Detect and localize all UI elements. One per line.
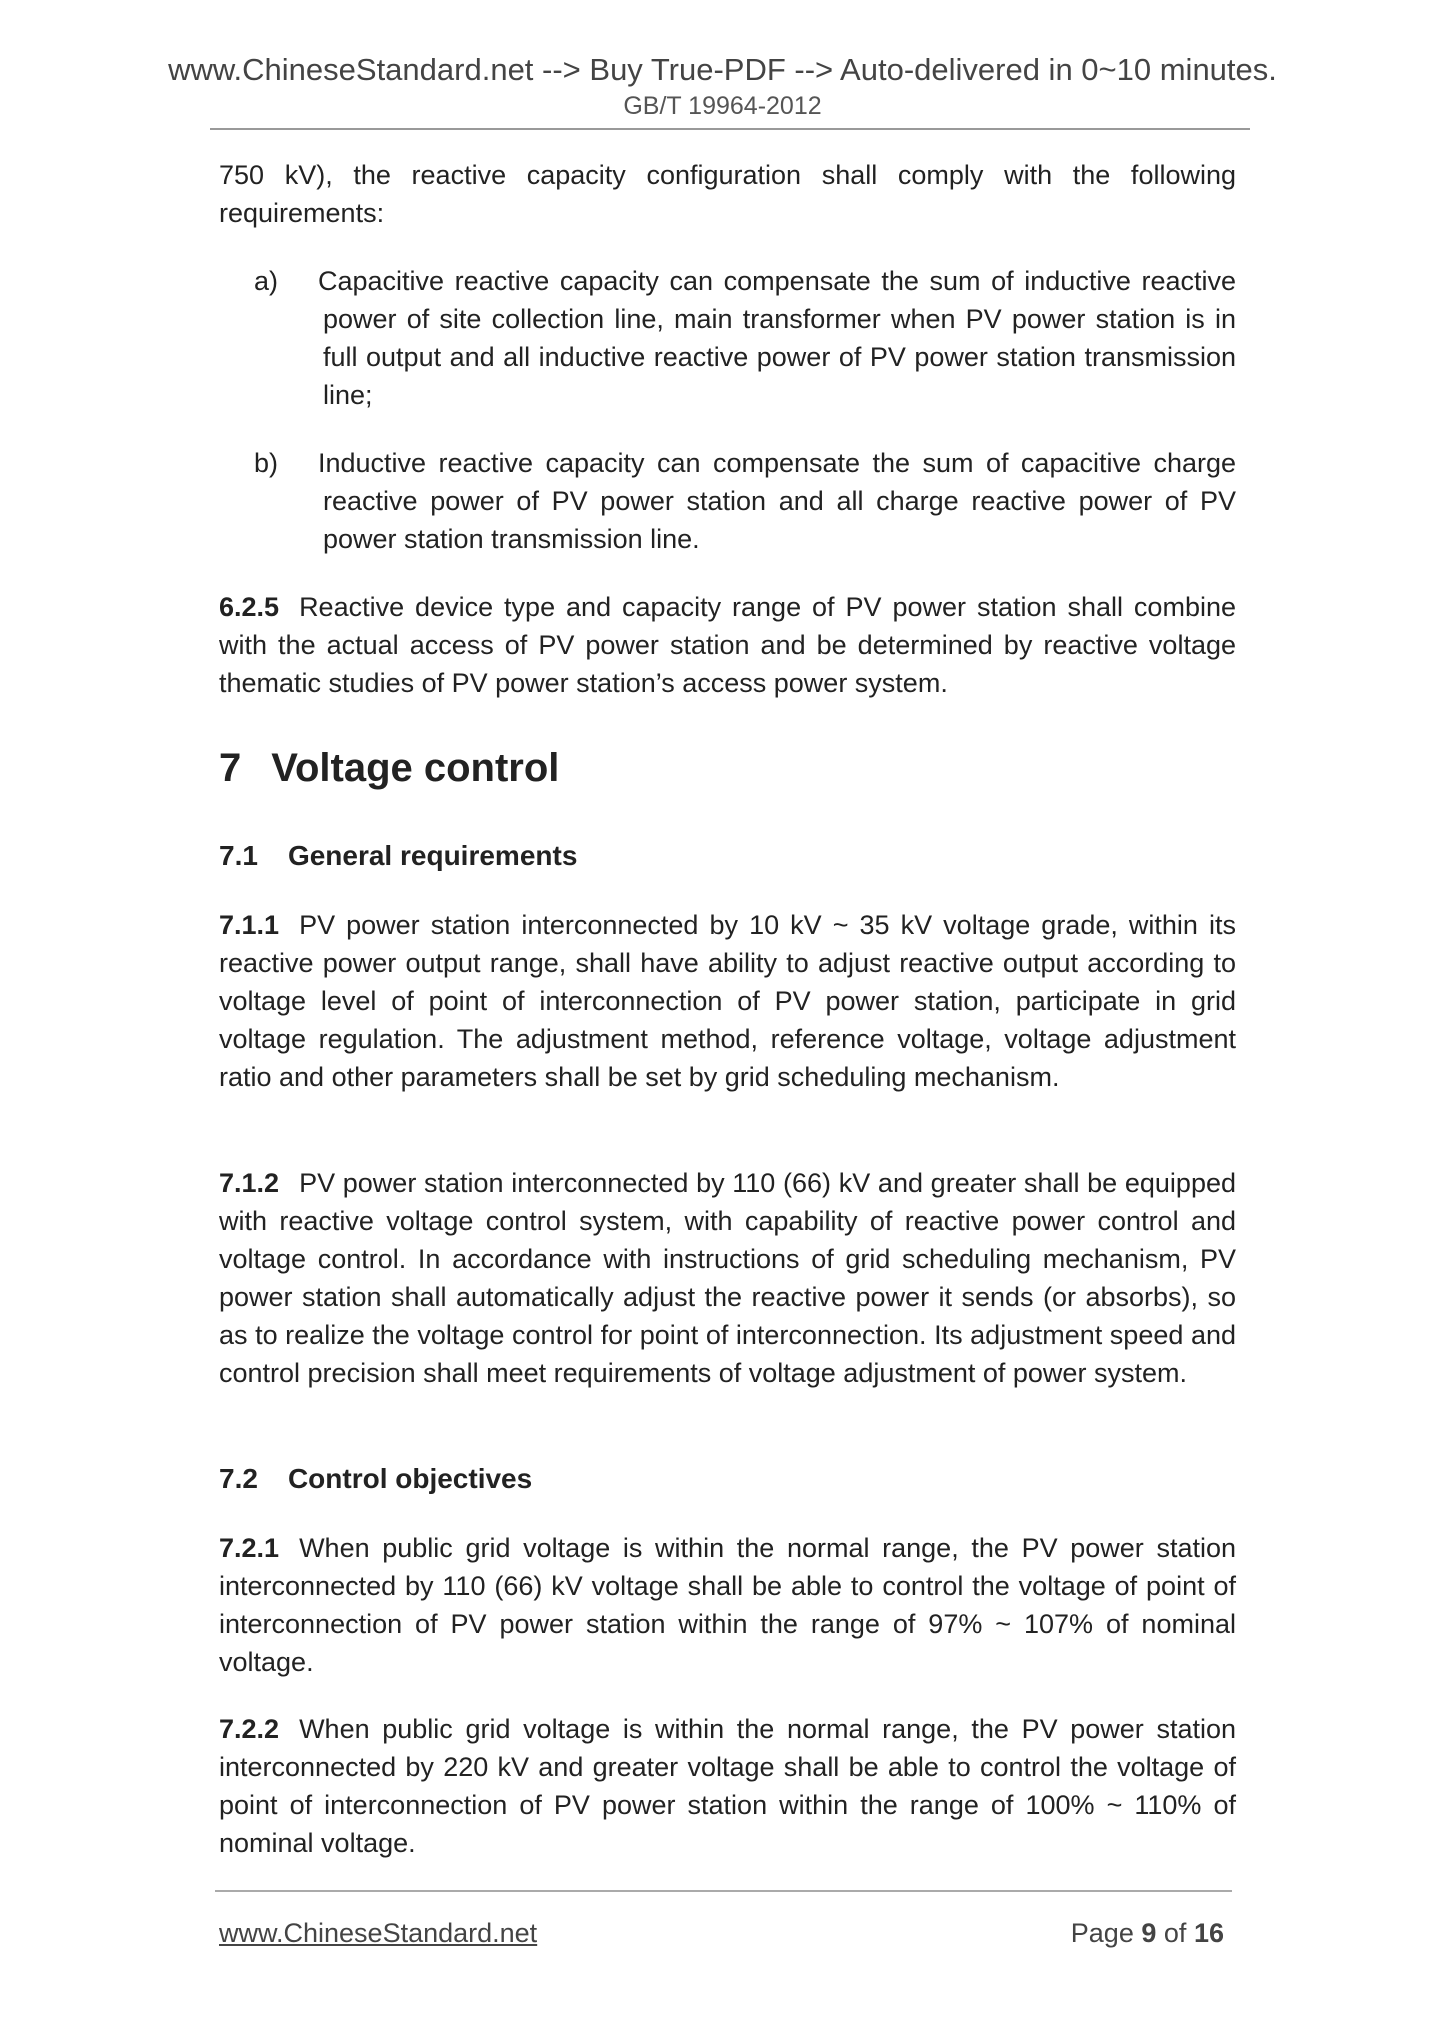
clause-number: 7.1.1: [219, 910, 280, 940]
clause-7-1-2: [219, 1164, 1236, 1392]
section-number: 7: [219, 746, 242, 790]
list-label: b): [254, 448, 279, 478]
page-total: 16: [1193, 1918, 1224, 1948]
clause-text: Reactive device type and capacity range of PV power station shall combine with the actual access of PV power station and be determined by reactive voltage thematic studies of PV power station’s access power system.: [219, 592, 1236, 698]
section-heading-7-1: [219, 840, 577, 872]
footer-divider: [215, 1890, 1232, 1892]
section-heading-7-2: [219, 1463, 532, 1495]
header-banner: www.ChineseStandard.net --> Buy True-PDF --> Auto-delivered in 0~10 minutes.: [168, 52, 1277, 87]
page-prefix: Page: [1070, 1918, 1134, 1948]
footer-website-link[interactable]: www.ChineseStandard.net: [219, 1918, 538, 1948]
list-text: Inductive reactive capacity can compensate the sum of capacitive charge reactive power of PV power station and all charge reactive power of PV power station transmission line.: [318, 448, 1236, 554]
clause-text: When public grid voltage is within the normal range, the PV power station interconnected by 220 kV and greater voltage shall be able to control the voltage of point of interconnection of PV power station within the range of 100% ~ 110% of nominal voltage.: [219, 1714, 1236, 1858]
clause-7-2-2: [219, 1710, 1236, 1862]
clause-7-1-1: [219, 906, 1236, 1096]
section-title: Control objectives: [287, 1463, 533, 1494]
clause-6-2-5: [219, 588, 1236, 702]
clause-text: PV power station interconnected by 110 (66) kV and greater shall be equipped with reactive voltage control system, with capability of reactive power control and voltage control. In accordance with instructions of grid scheduling mechanism, PV power station shall automatically adjust the reactive power it sends (or absorbs), so as to realize the voltage control for point of interconnection. Its adjustment speed and control precision shall meet requirements of voltage adjustment of power system.: [219, 1168, 1236, 1388]
section-number: 7.2: [219, 1463, 258, 1494]
clause-7-2-1: [219, 1529, 1236, 1681]
header-divider: [210, 128, 1250, 130]
section-number: 7.1: [219, 840, 258, 871]
list-text: Capacitive reactive capacity can compensate the sum of inductive reactive power of site collection line, main transformer when PV power station is in full output and all inductive reactive power of PV power station transmission line;: [318, 266, 1236, 410]
standard-number: GB/T 19964-2012: [623, 92, 822, 120]
clause-text: PV power station interconnected by 10 kV ~ 35 kV voltage grade, within its reactive power output range, shall have ability to adjust reactive output according to voltage level of point of interconnection of PV power station, participate in grid voltage regulation. The adjustment method, reference voltage, voltage adjustment ratio and other parameters shall be set by grid scheduling mechanism.: [219, 910, 1236, 1092]
page-indicator: [1071, 1918, 1224, 1949]
section-title: General requirements: [287, 840, 578, 871]
clause-number: 6.2.5: [219, 592, 280, 622]
intro-paragraph: 750 kV), the reactive capacity configuration shall comply with the following requirements:: [219, 160, 1236, 228]
list-label: a): [254, 266, 279, 296]
section-heading-7: [219, 746, 559, 791]
list-item: [254, 262, 1236, 414]
list-item: [254, 444, 1236, 558]
clause-number: 7.1.2: [219, 1168, 280, 1198]
clause-number: 7.2.1: [219, 1533, 280, 1563]
clause-number: 7.2.2: [219, 1714, 280, 1744]
page-number: 9: [1141, 1918, 1157, 1948]
page-of: of: [1163, 1918, 1187, 1948]
clause-text: When public grid voltage is within the normal range, the PV power station interconnected by 110 (66) kV voltage shall be able to control the voltage of point of interconnection of PV power station within the range of 97% ~ 107% of nominal voltage.: [219, 1533, 1236, 1677]
section-title: Voltage control: [271, 746, 560, 790]
